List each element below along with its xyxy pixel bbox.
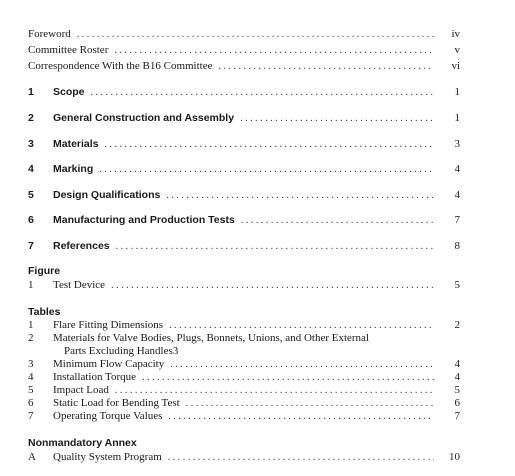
section-page: 4: [454, 163, 460, 175]
section-number: 3: [28, 138, 34, 150]
table-title: Operating Torque Values: [53, 410, 163, 422]
dot-leader: [91, 86, 434, 100]
toc-entry-section-1[interactable]: [28, 85, 460, 101]
section-title: Scope: [53, 86, 85, 98]
annex-heading: Nonmandatory Annex: [28, 437, 137, 449]
toc-entry-table-2[interactable]: [28, 331, 460, 345]
dot-leader: [105, 138, 434, 152]
table-page: 4: [454, 371, 460, 383]
table-title: Impact Load: [53, 384, 109, 396]
section-page: 1: [454, 86, 460, 98]
dot-leader: [111, 279, 434, 293]
toc-entry-correspondence[interactable]: [28, 59, 460, 75]
figure-page: 5: [454, 279, 460, 291]
table-number: 4: [28, 371, 34, 383]
toc-entry-title: Correspondence With the B16 Committee: [28, 60, 213, 72]
section-page: 3: [454, 138, 460, 150]
toc-entry-section-6[interactable]: [28, 213, 460, 229]
table-title: Materials for Valve Bodies, Plugs, Bonnets, Unions, and Other External: [53, 332, 369, 344]
dot-leader: [114, 44, 434, 58]
toc-entry-section-3[interactable]: [28, 137, 460, 153]
toc-entry-section-5[interactable]: [28, 188, 460, 204]
figure-heading: Figure: [28, 265, 61, 277]
section-page: 8: [454, 240, 460, 252]
toc-entry-page: v: [454, 44, 460, 56]
section-title: Design Qualifications: [53, 189, 161, 201]
toc-entry-section-4[interactable]: [28, 162, 460, 178]
section-number: 4: [28, 163, 34, 175]
table-title: Minimum Flow Capacity: [53, 358, 165, 370]
annex-title: Quality System Program: [53, 451, 162, 463]
table-page: 2: [454, 319, 460, 331]
table-page: 4: [454, 358, 460, 370]
table-title-continuation: Parts Excluding Handles: [64, 345, 173, 357]
dot-leader: [219, 60, 435, 74]
annex-letter: A: [28, 451, 36, 463]
toc-entry-section-2[interactable]: [28, 111, 460, 127]
dot-leader: [241, 214, 434, 228]
table-page: 3: [172, 345, 179, 357]
section-page: 4: [454, 189, 460, 201]
figure-number: 1: [28, 279, 34, 291]
toc-entry-title: Committee Roster: [28, 44, 109, 56]
dot-leader: [99, 163, 434, 177]
table-number: 3: [28, 358, 34, 370]
toc-entry-figure-1[interactable]: [28, 278, 460, 294]
section-title: Marking: [53, 163, 94, 175]
section-number: 1: [28, 86, 34, 98]
section-title: References: [53, 240, 110, 252]
toc-entry-foreword[interactable]: [28, 27, 460, 43]
dot-leader: [116, 240, 434, 254]
section-title: Materials: [53, 138, 99, 150]
table-page: 5: [454, 384, 460, 396]
section-title: General Construction and Assembly: [53, 112, 235, 124]
section-number: 5: [28, 189, 34, 201]
table-title: Static Load for Bending Test: [53, 397, 180, 409]
dot-leader: [168, 410, 434, 424]
table-number: 2: [28, 332, 34, 344]
dot-leader: [77, 28, 434, 42]
section-number: 6: [28, 214, 34, 226]
dot-leader: [166, 189, 434, 203]
table-number: 7: [28, 410, 34, 422]
toc-entry-annex-a[interactable]: [28, 450, 460, 466]
table-number: 6: [28, 397, 34, 409]
annex-page: 10: [449, 451, 460, 463]
toc-entry-page: vi: [451, 60, 460, 72]
table-number: 5: [28, 384, 34, 396]
table-page: 7: [454, 410, 460, 422]
toc-entry-title: Foreword: [28, 28, 71, 40]
table-title: Flare Fitting Dimensions: [53, 319, 163, 331]
dot-leader: [168, 451, 434, 465]
section-title: Manufacturing and Production Tests: [53, 214, 235, 226]
toc-entry-committee-roster[interactable]: [28, 43, 460, 59]
section-number: 7: [28, 240, 34, 252]
dot-leader: [240, 112, 434, 126]
table-title: Installation Torque: [53, 371, 137, 383]
section-page: 7: [454, 214, 460, 226]
tables-heading: Tables: [28, 306, 61, 318]
section-page: 1: [454, 112, 460, 124]
toc-entry-page: iv: [451, 28, 460, 40]
table-page: 6: [454, 397, 460, 409]
section-number: 2: [28, 112, 34, 124]
toc-entry-section-7[interactable]: [28, 239, 460, 255]
table-number: 1: [28, 319, 34, 331]
toc-entry-table-7[interactable]: [28, 409, 460, 425]
figure-title: Test Device: [53, 279, 106, 291]
